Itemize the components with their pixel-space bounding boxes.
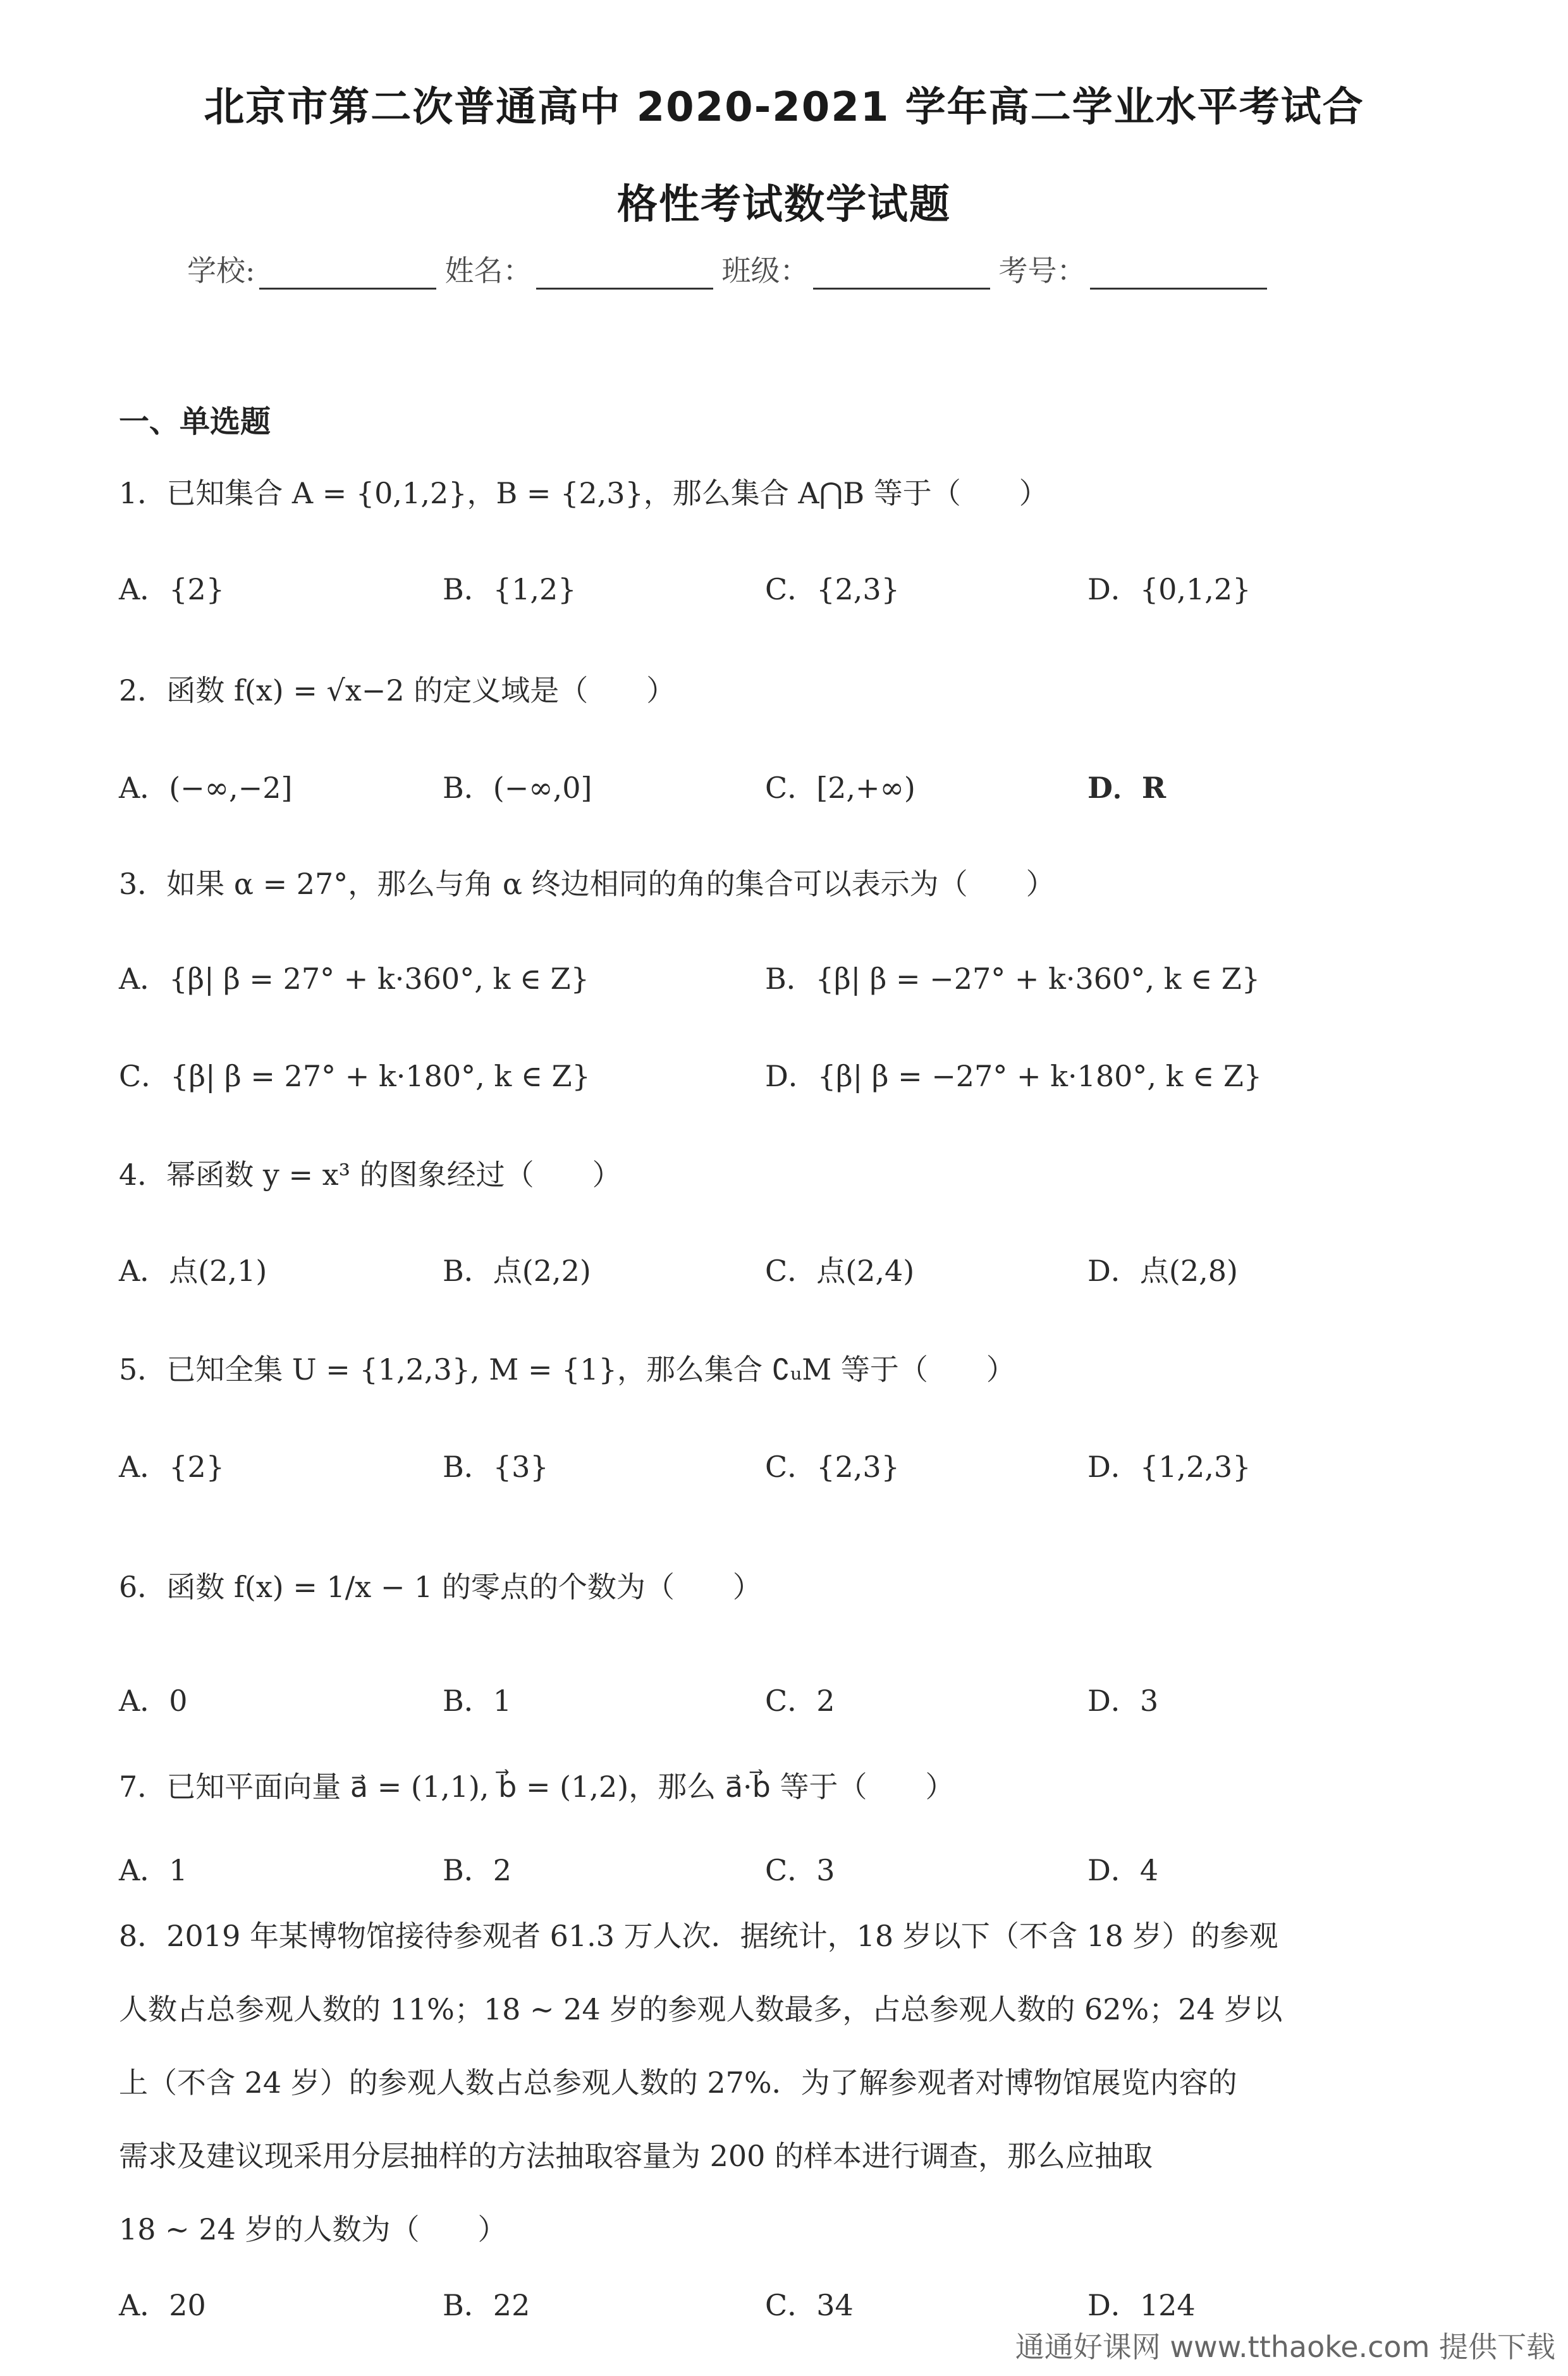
q3-option-b: B．{β| β = −27° + k·360°, k ∈ Z} — [765, 962, 1260, 996]
q5-option-c: C．{2,3} — [765, 1450, 900, 1484]
class-blank[interactable] — [813, 262, 990, 290]
q4-option-a: A．点(2,1) — [119, 1254, 267, 1288]
class-label: 班级： — [721, 254, 809, 288]
q1-option-c: C．{2,3} — [765, 572, 900, 606]
q8-option-a: A．20 — [119, 2288, 206, 2322]
q8-line-2: 人数占总参观人数的 11%；18 ~ 24 岁的参观人数最多，占总参观人数的 62%；24 岁以 — [119, 1992, 1283, 2026]
q8-line-1: 8．2019 年某博物馆接待参观者 61.3 万人次．据统计，18 岁以下（不含 18 岁）的参观 — [119, 1919, 1278, 1953]
exam-title-line1: 北京市第二次普通高中 2020-2021 学年高二学业水平考试合 — [204, 84, 1364, 131]
question-8 — [119, 1899, 1396, 2266]
q3-option-d: D．{β| β = −27° + k·180°, k ∈ Z} — [765, 1059, 1263, 1093]
id-label: 考号： — [998, 254, 1086, 288]
q6-option-d: D．3 — [1087, 1684, 1159, 1718]
watermark: 通通好课网 www.tthaoke.com 提供下载 — [1015, 2330, 1555, 2364]
q4-option-b: B．点(2,2) — [443, 1254, 591, 1288]
q8-line-3: 上（不含 24 岁）的参观人数占总参观人数的 27%．为了解参观者对博物馆展览内容的 — [119, 2066, 1237, 2100]
q5-option-d: D．{1,2,3} — [1087, 1450, 1251, 1484]
q2-option-a: A．(−∞,−2] — [119, 771, 293, 805]
id-blank[interactable] — [1090, 262, 1267, 290]
name-blank[interactable] — [536, 262, 713, 290]
q4-option-d: D．点(2,8) — [1087, 1254, 1238, 1288]
question-4: 4．幂函数 y = x³ 的图象经过（ ） — [119, 1158, 622, 1192]
q1-option-a: A．{2} — [119, 572, 225, 606]
q2-option-c: C．[2,+∞) — [765, 771, 916, 805]
q1-option-d: D．{0,1,2} — [1087, 572, 1251, 606]
q1-option-b: B．{1,2} — [443, 572, 577, 606]
q8-line-5: 18 ~ 24 岁的人数为（ ） — [119, 2212, 507, 2246]
q3-option-a: A．{β| β = 27° + k·360°, k ∈ Z} — [119, 962, 589, 996]
q6-option-a: A．0 — [119, 1684, 188, 1718]
question-7: 7．已知平面向量 a⃗ = (1,1), b⃗ = (1,2)，那么 a⃗·b⃗ 等于（ ） — [119, 1770, 955, 1804]
q7-option-c: C．3 — [765, 1853, 835, 1887]
q6-option-b: B．1 — [443, 1684, 512, 1718]
question-2: 2．函数 f(x) = √x−2 的定义域是（ ） — [119, 673, 676, 707]
student-info-row — [187, 248, 1300, 290]
school-blank[interactable] — [259, 262, 436, 290]
q7-option-b: B．2 — [443, 1853, 512, 1887]
section-title: 一、单选题 — [119, 404, 271, 439]
name-label: 姓名： — [444, 254, 532, 288]
question-6: 6．函数 f(x) = 1/x − 1 的零点的个数为（ ） — [119, 1570, 762, 1604]
q8-option-b: B．22 — [443, 2288, 530, 2322]
q2-option-d: D．R — [1087, 771, 1167, 805]
q8-option-d: D．124 — [1087, 2288, 1196, 2322]
question-3: 3．如果 α = 27°，那么与角 α 终边相同的角的集合可以表示为（ ） — [119, 867, 1055, 901]
question-5: 5．已知全集 U = {1,2,3}, M = {1}，那么集合 ∁ᵤM 等于（ ） — [119, 1352, 1015, 1387]
q5-option-b: B．{3} — [443, 1450, 549, 1484]
q5-option-a: A．{2} — [119, 1450, 225, 1484]
q4-option-c: C．点(2,4) — [765, 1254, 915, 1288]
school-label: 学校: — [187, 254, 255, 288]
q8-line-4: 需求及建议现采用分层抽样的方法抽取容量为 200 的样本进行调查，那么应抽取 — [119, 2139, 1153, 2173]
exam-title-line2: 格性考试数学试题 — [617, 181, 951, 228]
q2-option-b: B．(−∞,0] — [443, 771, 592, 805]
q7-option-d: D．4 — [1087, 1853, 1159, 1887]
q8-option-c: C．34 — [765, 2288, 854, 2322]
q3-option-c: C．{β| β = 27° + k·180°, k ∈ Z} — [119, 1059, 591, 1093]
q7-option-a: A．1 — [119, 1853, 188, 1887]
question-1: 1．已知集合 A = {0,1,2}，B = {2,3}，那么集合 A⋂B 等于（ ） — [119, 476, 1048, 510]
q6-option-c: C．2 — [765, 1684, 835, 1718]
